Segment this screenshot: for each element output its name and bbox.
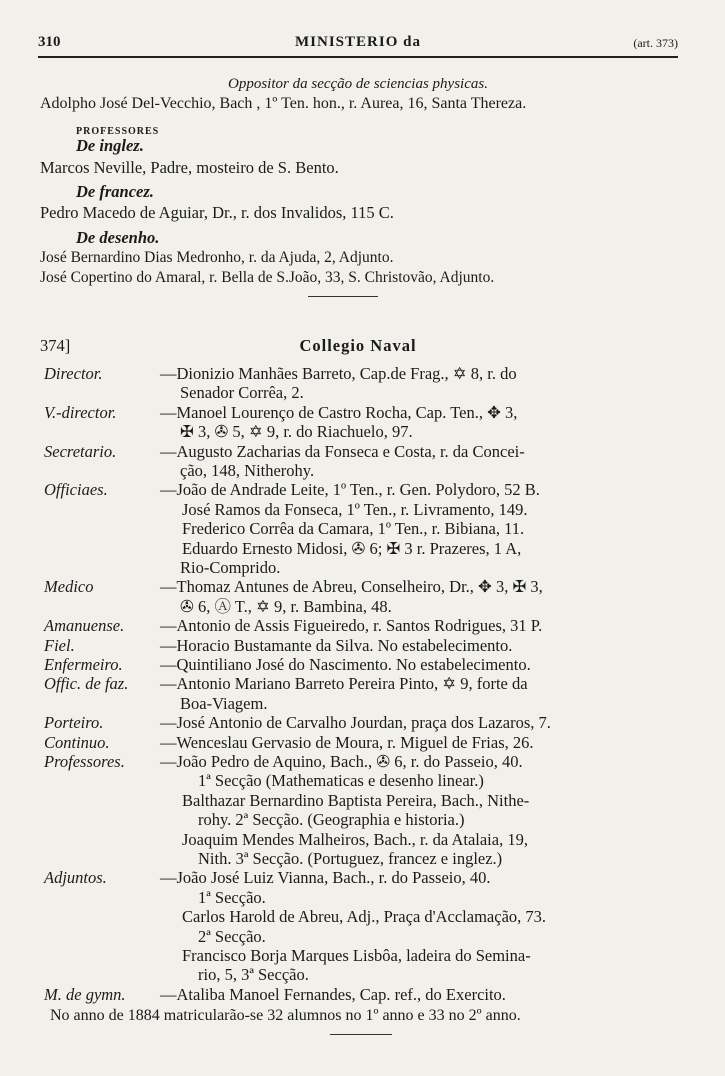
section-divider	[308, 296, 378, 297]
entry-label: Fiel.	[44, 636, 75, 655]
professores-label: PROFESSORES	[76, 126, 160, 137]
entry-text: Senador Corrêa, 2.	[180, 383, 304, 402]
section-number: 374]	[40, 336, 71, 355]
entry-text: Carlos Harold de Abreu, Adj., Praça d'Acclamação, 73.	[182, 907, 547, 926]
entry-text: —Antonio Mariano Barreto Pereira Pinto, ✡ 9, forte da	[160, 674, 528, 693]
entry-text: —Ataliba Manoel Fernandes, Cap. ref., do Exercito.	[160, 985, 506, 1004]
entry-text: —Thomaz Antunes de Abreu, Conselheiro, Dr., ✥ 3, ✠ 3,	[160, 577, 543, 596]
entry-text: —João de Andrade Leite, 1º Ten., r. Gen. Polydoro, 52 B.	[160, 480, 540, 499]
entry-text: —Horacio Bustamante da Silva. No estabelecimento.	[160, 636, 513, 655]
entry-label: Secretario.	[44, 442, 117, 461]
entry-label: Adjuntos.	[44, 868, 107, 887]
entry-label: Continuo.	[44, 733, 110, 752]
enrollment-note: No anno de 1884 matricularão-se 32 alumnos no 1º anno e 33 no 2º anno.	[50, 1007, 521, 1024]
entry-text: —João Pedro de Aquino, Bach., ✇ 6, r. do Passeio, 40.	[160, 752, 523, 771]
entry-label: Director.	[44, 364, 103, 383]
end-divider	[330, 1034, 392, 1035]
entry-text: Nith. 3ª Secção. (Portuguez, francez e inglez.)	[198, 849, 503, 868]
entry-label: Offic. de faz.	[44, 674, 129, 693]
entry-text: Balthazar Bernardino Baptista Pereira, Bach., Nithe-	[182, 791, 530, 810]
article-reference: (art. 373)	[633, 36, 678, 50]
entry-text: rohy. 2ª Secção. (Geographia e historia.)	[198, 810, 465, 829]
oppositor-heading: Oppositor da secção de sciencias physicas.	[228, 76, 488, 92]
entry-text: rio, 5, 3ª Secção.	[198, 965, 309, 984]
entry-text: Eduardo Ernesto Midosi, ✇ 6; ✠ 3 r. Prazeres, 1 A,	[182, 539, 522, 558]
entry-text: Joaquim Mendes Malheiros, Bach., r. da Atalaia, 19,	[182, 830, 528, 849]
entry-text: ✠ 3, ✇ 5, ✡ 9, r. do Riachuelo, 97.	[180, 422, 413, 441]
ingles-entry: Marcos Neville, Padre, mosteiro de S. Bento.	[40, 158, 339, 177]
entry-label: V.-director.	[44, 403, 117, 422]
entry-text: —Dionizio Manhães Barreto, Cap.de Frag., ✡ 8, r. do	[160, 364, 517, 383]
entry-label: Professores.	[44, 752, 125, 771]
oppositor-entry: Adolpho José Del-Vecchio, Bach , 1º Ten. hon., r. Aurea, 16, Santa Thereza.	[40, 95, 527, 112]
entry-label: M. de gymn.	[44, 985, 126, 1004]
entry-text: Francisco Borja Marques Lisbôa, ladeira do Semina-	[182, 946, 531, 965]
running-title: MINISTERIO da	[295, 34, 421, 50]
section-title: Collegio Naval	[299, 336, 417, 355]
frances-entry: Pedro Macedo de Aguiar, Dr., r. dos Invalidos, 115 C.	[40, 203, 394, 222]
entry-label: Porteiro.	[44, 713, 104, 732]
entry-text: Rio-Comprido.	[180, 558, 281, 577]
entry-text: —João José Luiz Vianna, Bach., r. do Passeio, 40.	[160, 868, 491, 887]
entry-text: ção, 148, Nitherohy.	[180, 461, 315, 480]
entry-label: Enfermeiro.	[44, 655, 123, 674]
entry-label: Officiaes.	[44, 480, 108, 499]
entry-text: Frederico Corrêa da Camara, 1º Ten., r. Bibiana, 11.	[182, 519, 525, 538]
page-number: 310	[38, 34, 61, 50]
entry-label: Amanuense.	[44, 616, 125, 635]
entry-text: —Quintiliano José do Nascimento. No estabelecimento.	[160, 655, 531, 674]
entry-text: —Augusto Zacharias da Fonseca e Costa, r. da Concei-	[160, 442, 525, 461]
entry-text: 1ª Secção (Mathematicas e desenho linear.)	[198, 771, 484, 790]
page-header	[38, 30, 678, 58]
entry-text: José Ramos da Fonseca, 1º Ten., r. Livramento, 149.	[182, 500, 528, 519]
entry-text: —Wenceslau Gervasio de Moura, r. Miguel de Frias, 26.	[160, 733, 534, 752]
ingles-label: De inglez.	[76, 136, 144, 155]
desenho-label: De desenho.	[76, 228, 160, 247]
entry-text: 1ª Secção.	[198, 888, 266, 907]
frances-label: De francez.	[76, 182, 154, 201]
entry-text: —Antonio de Assis Figueiredo, r. Santos Rodrigues, 31 P.	[160, 616, 543, 635]
entry-text: Boa-Viagem.	[180, 694, 268, 713]
desenho-entry-2: José Copertino do Amaral, r. Bella de S.João, 33, S. Christovão, Adjunto.	[40, 269, 495, 286]
desenho-entry-1: José Bernardino Dias Medronho, r. da Ajuda, 2, Adjunto.	[40, 249, 394, 266]
entry-text: —José Antonio de Carvalho Jourdan, praça dos Lazaros, 7.	[160, 713, 551, 732]
entry-text: 2ª Secção.	[198, 927, 266, 946]
entry-text: —Manoel Lourenço de Castro Rocha, Cap. Ten., ✥ 3,	[160, 403, 518, 422]
entry-text: ✇ 6, Ⓐ T., ✡ 9, r. Bambina, 48.	[180, 597, 392, 616]
entry-label: Medico	[44, 577, 94, 596]
